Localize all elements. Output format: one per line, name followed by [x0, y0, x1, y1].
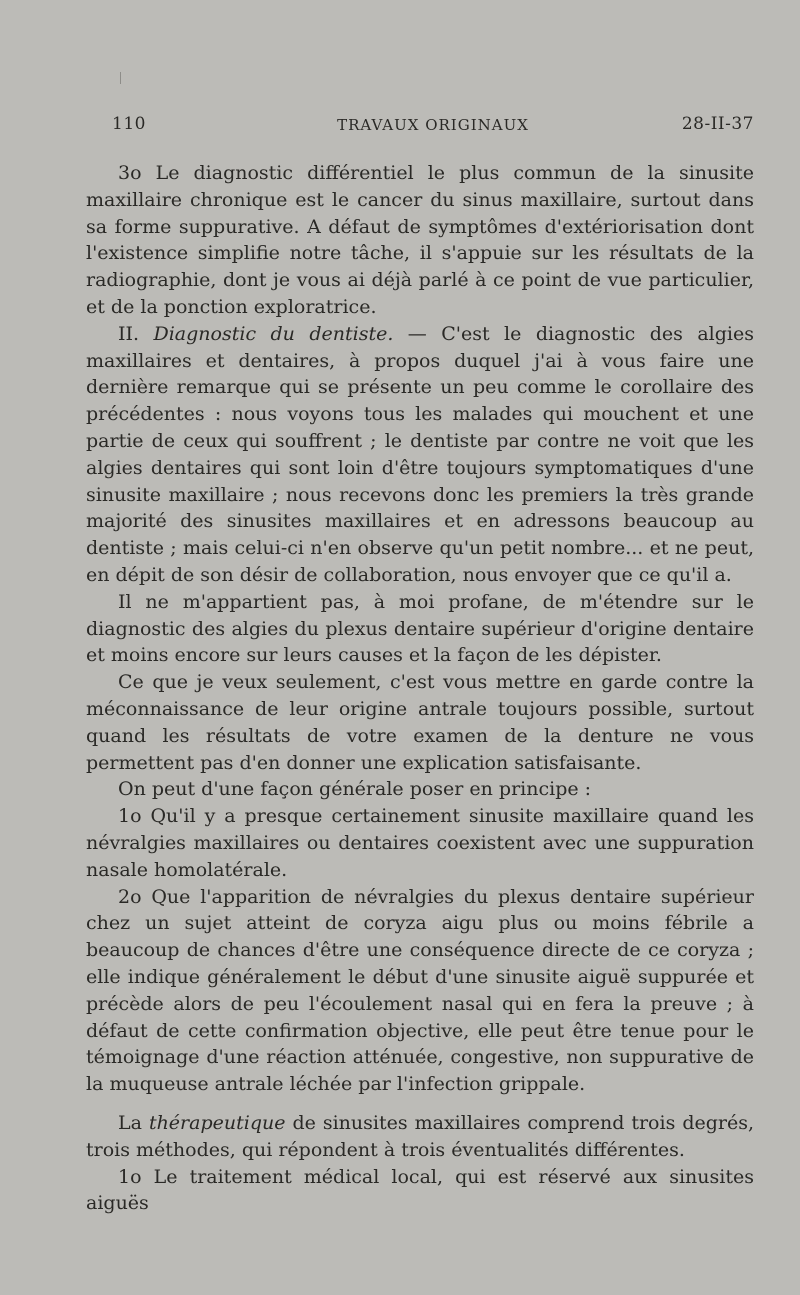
paragraph-cancer-differential: 3o Le diagnostic différentiel le plus commun de la sinusite maxillaire chronique est le cancer du sinus maxillaire, surtout dans sa forme suppurative. A défaut de symptômes d'extériorisation dont l'existence simplifie notre tâche, il s'appuie sur les résultats de la radiographie, dont je vous ai déjà parlé à ce point de vue particulier, et de la ponction exploratrice.: [86, 162, 754, 318]
section-heading: Diagnostic du dentiste.: [153, 322, 394, 345]
therapeutics-text: de sinusites maxillaires comprend trois degrés, trois méthodes, qui répondent à trois éventualités différentes.: [86, 1112, 755, 1161]
page-header: [112, 114, 754, 140]
section-text: — C'est le diagnostic des algies maxillaires et dentaires, à propos duquel j'ai à vous faire une dernière remarque qui se présente un peu comme le corollaire des précédentes : nous voyons tous les malades qui mouchent et une partie de ceux qui souffrent ; le dentiste par contre ne voit que les algies dentaires qui sont loin d'être toujours symptomatiques d'une sinusite maxillaire ; nous recevons donc les premiers la très grande majorité des sinusites maxillaires et en adressons beaucoup au dentiste ; mais celui-ci n'en observe qu'un petit nombre... et ne peut, en dépit de son désir de collaboration, nous envoyer que ce qu'il a.: [86, 322, 754, 586]
paragraph-dentist-diagnosis: [86, 321, 754, 589]
paragraph-principle: On peut d'une façon générale poser en principe :: [118, 778, 592, 801]
page-number: 110: [112, 114, 146, 134]
paragraph-not-my-place: Il ne m'appartient pas, à moi profane, de m'étendre sur le diagnostic des algies du plexus dentaire supérieur d'origine dentaire et moins encore sur leurs causes et la façon de les dépister.: [86, 590, 754, 667]
running-title: TRAVAUX ORIGINAUX: [337, 116, 529, 134]
main-text-top: [86, 160, 754, 1098]
scan-speck: [120, 72, 121, 84]
paragraph-therapeutics: [86, 1110, 754, 1164]
therapeutics-prefix: La: [118, 1112, 149, 1134]
paragraph-point-1: 1o Qu'il y a presque certainement sinusite maxillaire quand les névralgies maxillaires ou dentaires coexistent avec une suppuration nasale homolatérale.: [86, 805, 754, 881]
main-text-bottom: [86, 1110, 754, 1217]
header-date: 28-II-37: [681, 114, 754, 134]
paragraph-point-2: 2o Que l'apparition de névralgies du plexus dentaire supérieur chez un sujet atteint de coryza aigu plus ou moins fébrile a beaucoup de chances d'être une conséquence directe de ce coryza ; elle indique généralement le début d'une sinusite aiguë suppurée et précède alors de peu l'écoulement nasal qui en fera la preuve ; à défaut de cette confirmation objective, elle peut être tenue pour le témoignage d'une réaction atténuée, congestive, non suppurative de la muqueuse antrale léchée par l'infection grippale.: [86, 885, 754, 1096]
paragraph-warning: Ce que je veux seulement, c'est vous mettre en garde contre la méconnaissance de leur origine antrale toujours possible, surtout quand les résultats de votre examen de la denture ne vous permettent pas d'en donner une explication satisfaisante.: [86, 671, 754, 774]
section-number: II.: [118, 322, 140, 345]
paragraph-treatment-1: 1o Le traitement médical local, qui est réservé aux sinusites aiguës: [86, 1165, 754, 1215]
therapeutics-term: thérapeutique: [148, 1112, 286, 1134]
